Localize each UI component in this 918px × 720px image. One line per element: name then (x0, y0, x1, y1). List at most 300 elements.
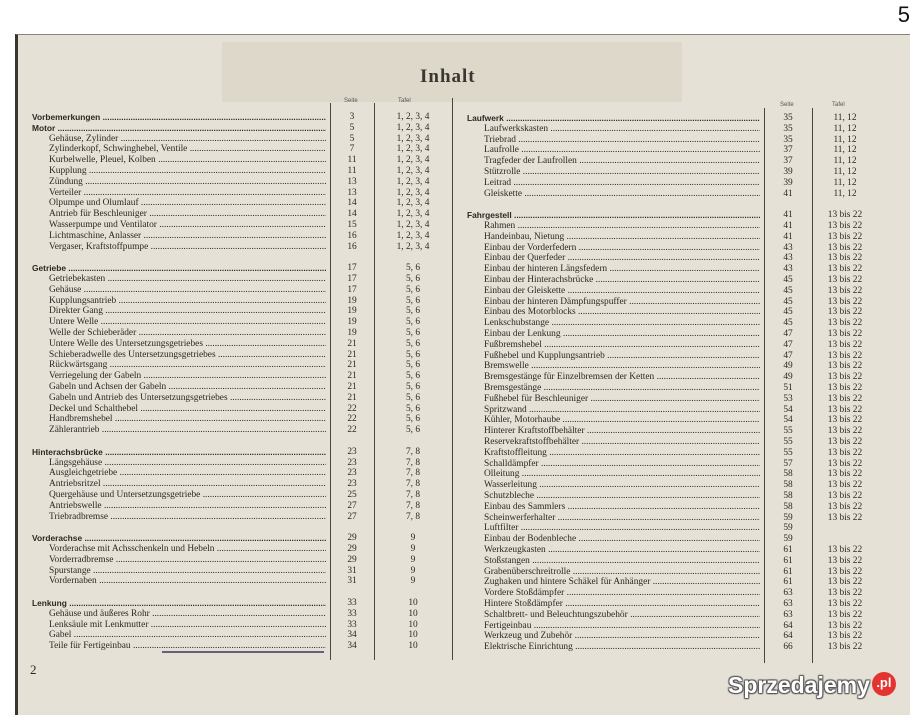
entry-page: 3 (349, 112, 355, 122)
entry-plate: 9 (410, 554, 416, 565)
entry-page: 29 (347, 544, 357, 554)
entry-label: Welle der Schieberäder ..... (49, 328, 326, 338)
entry-page: 47 (783, 339, 793, 350)
entry-label: Zylinderkopf, Schwinghebel, Ventile ..... (49, 144, 326, 154)
entry-page: 37 (783, 156, 793, 167)
entry-plate: 11, 12 (833, 177, 857, 188)
entry-label: Leitrad ..... (484, 178, 760, 188)
entry-page: 58 (783, 501, 793, 512)
entry-plate: 13 bis 22 (827, 242, 863, 253)
contents-row (0, 599, 900, 609)
entry-plate: 5, 6 (405, 349, 421, 360)
entry-plate: 5, 6 (405, 295, 421, 306)
entry-plate: 13 bis 22 (827, 642, 863, 653)
entry-label: Zündung ..... (49, 177, 326, 187)
entry-page: 58 (783, 491, 793, 501)
entry-plate: 13 bis 22 (827, 350, 863, 361)
entry-label: Elektrische Einrichtung ..... (484, 642, 760, 652)
entry-label: Fußhebel und Kupplungsantrieb ..... (484, 351, 760, 361)
watermark-text: Sprzedajemy (728, 672, 870, 698)
entry-page: 27 (347, 500, 357, 511)
entry-label: Bremsgestänge ..... (484, 383, 760, 393)
entry-label: Verteiler ..... (49, 188, 326, 198)
entry-label: Werkzeugkasten ..... (484, 545, 760, 555)
entry-plate: 11, 12 (833, 123, 857, 134)
entry-label: Kupplungsantrieb ..... (49, 296, 326, 306)
contents-row (0, 113, 900, 123)
entry-plate: 13 bis 22 (827, 469, 863, 480)
contents-row (0, 588, 900, 598)
entry-plate: 11, 12 (833, 134, 857, 145)
contents-row (0, 448, 900, 458)
entry-plate: 5, 6 (405, 306, 421, 317)
entry-page: 41 (783, 210, 793, 221)
corner-page-number: 5 (897, 2, 910, 27)
contents-row (0, 221, 900, 231)
contents-row (0, 351, 900, 361)
entry-label: Fußbremshebel ..... (484, 340, 760, 350)
entry-label: Schutzbleche ..... (484, 491, 760, 501)
entry-page: 15 (347, 220, 357, 230)
entry-label: Gabeln und Achsen der Gabeln ..... (49, 382, 326, 392)
left-plate-header: Tafel (398, 98, 411, 104)
entry-page: 41 (783, 231, 793, 242)
entry-plate: 7, 8 (405, 468, 421, 479)
entry-plate: 5, 6 (405, 414, 421, 425)
contents-row (0, 567, 900, 577)
entry-plate: 13 bis 22 (827, 458, 863, 469)
entry-label: Schieberadwelle des Untersetzungsgetriebes ..... (49, 350, 326, 360)
entry-plate: 5, 6 (405, 403, 421, 414)
entry-page: 43 (783, 242, 793, 253)
entry-plate: 13 bis 22 (827, 426, 863, 437)
entry-page: 63 (783, 599, 793, 609)
entry-label: Scheinwerferhalter ..... (484, 513, 760, 523)
entry-plate: 13 bis 22 (827, 329, 863, 339)
contents-row (0, 383, 900, 393)
pen-underline-mark (162, 651, 324, 653)
entry-plate: 13 bis 22 (827, 512, 863, 523)
entry-plate: 13 bis 22 (827, 372, 863, 383)
contents-row (0, 513, 900, 523)
entry-page: 59 (783, 523, 793, 534)
entry-label: Wasserleitung ..... (484, 480, 760, 490)
entry-plate: 13 bis 22 (827, 599, 863, 609)
section-heading: Vorbemerkungen ..... (32, 112, 326, 122)
entry-page: 34 (347, 641, 357, 652)
contents-row (0, 556, 900, 566)
entry-plate: 11, 12 (833, 188, 857, 199)
entry-label: Untere Welle des Untersetzungsgetriebes ..... (49, 339, 326, 349)
entry-label: Lenkschubstange ..... (484, 318, 760, 328)
entry-label: Einbau der hinteren Längsfedern ..... (484, 264, 760, 274)
entry-label: Ausgleichgetriebe ..... (49, 468, 326, 478)
entry-label: Vergaser, Kraftstoffpumpe ..... (49, 242, 326, 252)
entry-page: 64 (783, 620, 793, 631)
entry-label: Triebradbremse ..... (49, 512, 326, 522)
entry-label: Bremswelle ..... (484, 361, 760, 371)
contents-row (0, 318, 900, 328)
entry-plate: 5, 6 (405, 371, 421, 382)
entry-page: 55 (783, 447, 793, 458)
entry-page: 31 (347, 576, 357, 587)
entry-plate: 1, 2, 3, 4 (396, 187, 430, 198)
entry-label: Untere Welle ..... (49, 317, 326, 327)
entry-page: 31 (347, 565, 357, 576)
contents-row (0, 405, 900, 415)
entry-page: 54 (783, 404, 793, 415)
entry-label: Längsgehäuse ..... (49, 458, 326, 468)
entry-label: Gehäuse ..... (49, 285, 326, 295)
contents-row (0, 577, 900, 587)
entry-plate: 13 bis 22 (827, 339, 863, 350)
entry-page: 11 (347, 155, 357, 166)
entry-page: 25 (347, 490, 357, 500)
entry-page: 35 (783, 123, 793, 134)
entry-page: 22 (347, 425, 357, 436)
entry-page: 21 (347, 360, 357, 371)
section-heading: Lenkung ..... (32, 598, 326, 608)
entry-page: 61 (783, 566, 793, 577)
entry-plate: 1, 2, 3, 4 (396, 133, 430, 144)
entry-label: Vordernaben ..... (49, 576, 326, 586)
entry-page: 22 (347, 403, 357, 414)
entry-label: Einbau der Querfeder ..... (484, 253, 760, 263)
entry-page: 34 (347, 630, 357, 641)
entry-page: 35 (783, 113, 793, 123)
entry-label: Kupplung ..... (49, 166, 326, 176)
entry-page: 13 (347, 176, 357, 187)
entry-page: 39 (783, 167, 793, 177)
entry-label: Zughaken und hintere Schäkel für Anhänger ..... (484, 577, 760, 587)
entry-plate: 9 (410, 533, 416, 544)
right-page-header: Seite (780, 102, 794, 108)
entry-plate: 1, 2, 3, 4 (396, 209, 430, 220)
entry-plate: 1, 2, 3, 4 (396, 241, 430, 252)
entry-page: 55 (783, 437, 793, 447)
entry-plate: 13 bis 22 (827, 221, 863, 231)
contents-row (0, 135, 900, 145)
entry-plate: 11, 12 (833, 156, 857, 167)
section-heading: Hinterachsbrücke ..... (32, 447, 326, 457)
contents-row (0, 361, 900, 371)
entry-plate: 10 (408, 619, 418, 630)
contents-row (0, 631, 900, 641)
entry-page: 16 (347, 230, 357, 241)
entry-label: Gabel ..... (49, 630, 326, 640)
contents-row (0, 621, 900, 631)
entry-plate: 10 (408, 641, 418, 652)
entry-page: 23 (347, 468, 357, 479)
entry-page: 54 (783, 415, 793, 426)
entry-plate: 13 bis 22 (827, 555, 863, 566)
entry-page: 5 (349, 133, 355, 144)
entry-label: Vorderachse mit Achsschenkeln und Hebeln ..... (49, 544, 326, 554)
entry-plate: 9 (410, 576, 416, 587)
contents-row (0, 156, 900, 166)
entry-plate: 5, 6 (405, 284, 421, 295)
entry-page: 58 (783, 480, 793, 491)
contents-row (0, 415, 900, 425)
entry-plate: 5, 6 (405, 317, 421, 328)
entry-plate: 13 bis 22 (827, 296, 863, 307)
contents-row (0, 459, 900, 469)
entry-label: Antriebsritzel ..... (49, 479, 326, 489)
entry-plate: 13 bis 22 (827, 631, 863, 642)
entry-label: Kühler, Motorhaube ..... (484, 415, 760, 425)
entry-label: Einbau der hinteren Dämpfungspuffer ..... (484, 297, 760, 307)
entry-plate: 13 bis 22 (827, 393, 863, 404)
entry-page: 35 (783, 134, 793, 145)
contents-row (0, 469, 900, 479)
entry-label: Gabeln und Antrieb des Untersetzungsgetriebes ..... (49, 393, 326, 403)
entry-plate: 13 bis 22 (827, 480, 863, 491)
entry-page: 64 (783, 631, 793, 642)
entry-label: Einbau der Lenkung ..... (484, 329, 760, 339)
entry-plate: 13 bis 22 (827, 285, 863, 296)
entry-page: 17 (347, 274, 357, 284)
entry-page: 61 (783, 555, 793, 566)
entry-plate: 13 bis 22 (827, 318, 863, 329)
entry-page: 45 (783, 296, 793, 307)
entry-plate: 13 bis 22 (827, 620, 863, 631)
contents-row (0, 307, 900, 317)
section-heading: Vorderachse ..... (32, 533, 326, 543)
entry-label: Laufwerkskasten ..... (484, 124, 760, 134)
entry-label: Rückwärtsgang ..... (49, 360, 326, 370)
entry-page: 33 (347, 598, 357, 608)
entry-plate: 11, 12 (833, 145, 857, 156)
entry-page: 55 (783, 426, 793, 437)
entry-label: Kraftstoffleitung ..... (484, 448, 760, 458)
entry-plate: 13 bis 22 (827, 545, 863, 555)
entry-page: 14 (347, 209, 357, 220)
entry-page: 59 (783, 534, 793, 545)
left-page-header: Seite (344, 98, 358, 104)
entry-label: Ölpumpe und Ölumlauf ..... (49, 198, 326, 208)
entry-page: 21 (347, 371, 357, 382)
entry-plate: 5, 6 (405, 263, 421, 274)
contents-row (0, 437, 900, 447)
section-heading: Motor ..... (32, 123, 326, 133)
contents-row (0, 426, 900, 436)
contents-row (0, 394, 900, 404)
entry-page: 23 (347, 446, 357, 457)
entry-label: Hintere Stoßdämpfer ..... (484, 599, 760, 609)
entry-label: Antrieb für Beschleuniger ..... (49, 209, 326, 219)
entry-plate: 7, 8 (405, 479, 421, 490)
entry-page: 47 (783, 329, 793, 339)
contents-row (0, 340, 900, 350)
entry-page: 16 (347, 241, 357, 252)
entry-label: Reservekraftstoffbehälter ..... (484, 437, 760, 447)
entry-page: 21 (347, 338, 357, 349)
entry-plate: 13 bis 22 (827, 264, 863, 275)
entry-plate: 13 bis 22 (827, 491, 863, 501)
contents-row (0, 232, 900, 242)
section-heading: Getriebe ..... (32, 263, 326, 273)
entry-label: Fertigeinbau ..... (484, 621, 760, 631)
entry-page: 63 (783, 588, 793, 599)
entry-plate: 5, 6 (405, 338, 421, 349)
entry-label: Gehäuse, Zylinder ..... (49, 134, 326, 144)
entry-plate: 7, 8 (405, 500, 421, 511)
entry-plate: 13 bis 22 (827, 501, 863, 512)
contents-row (0, 189, 900, 199)
watermark-suffix-badge: .pl (872, 672, 896, 696)
entry-page: 21 (347, 392, 357, 403)
entry-label: Vorderradbremse ..... (49, 555, 326, 565)
entry-page: 43 (783, 264, 793, 275)
entry-label: Deckel und Schalthebel ..... (49, 404, 326, 414)
entry-page: 66 (783, 642, 793, 653)
entry-label: Werkzeug und Zubehör ..... (484, 631, 760, 641)
entry-plate: 13 bis 22 (827, 275, 863, 285)
section-heading: Fahrgestell ..... (467, 210, 760, 220)
entry-plate: 13 bis 22 (827, 609, 863, 620)
entry-plate: 13 bis 22 (827, 404, 863, 415)
entry-page: 23 (347, 457, 357, 468)
entry-plate: 7, 8 (405, 446, 421, 457)
entry-label: Quergehäuse und Untersetzungsgetriebe ..... (49, 490, 326, 500)
right-plate-header: Tafel (832, 102, 845, 108)
contents-row (0, 491, 900, 501)
entry-page: 37 (783, 145, 793, 156)
entry-page: 61 (783, 577, 793, 588)
entry-label: Luftfilter ..... (484, 523, 760, 533)
entry-plate: 7, 8 (405, 457, 421, 468)
entry-plate: 11, 12 (833, 167, 857, 177)
entry-label: Direkter Gang ..... (49, 306, 326, 316)
page-title: Inhalt (420, 66, 476, 87)
entry-page: 21 (347, 382, 357, 392)
entry-page: 41 (783, 188, 793, 199)
entry-plate: 1, 2, 3, 4 (396, 112, 430, 122)
entry-plate: 5, 6 (405, 328, 421, 338)
contents-row (0, 534, 900, 544)
entry-label: Einbau der Bodenbleche ..... (484, 534, 760, 544)
entry-plate: 10 (408, 630, 418, 641)
entry-page: 19 (347, 306, 357, 317)
entry-label: Zählerantrieb ..... (49, 425, 326, 435)
entry-label: Einbau des Motorblocks ..... (484, 307, 760, 317)
entry-page: 59 (783, 512, 793, 523)
entry-page: 45 (783, 307, 793, 318)
contents-row (0, 243, 900, 253)
entry-plate: 1, 2, 3, 4 (396, 176, 430, 187)
entry-page: 45 (783, 318, 793, 329)
entry-page: 61 (783, 545, 793, 555)
contents-row (0, 199, 900, 209)
entry-label: Vordere Stoßdämpfer ..... (484, 588, 760, 598)
entry-plate: 5, 6 (405, 360, 421, 371)
entry-plate: 1, 2, 3, 4 (396, 122, 430, 133)
entry-page: 5 (349, 122, 355, 133)
entry-label: Hinterer Kraftstoffbehälter ..... (484, 426, 760, 436)
contents-row (0, 610, 900, 620)
entry-plate: 5, 6 (405, 425, 421, 436)
entry-label: Handbremshebel ..... (49, 414, 326, 424)
entry-label: Fußhebel für Beschleuniger ..... (484, 394, 760, 404)
entry-page: 7 (349, 144, 355, 155)
page-number: 2 (30, 662, 37, 677)
entry-plate: 10 (408, 608, 418, 619)
contents-row (0, 372, 900, 382)
contents-row (0, 297, 900, 307)
entry-plate: 11, 12 (833, 113, 857, 123)
entry-label: Handeinbau, Nietung ..... (484, 232, 760, 242)
entry-plate: 1, 2, 3, 4 (396, 230, 430, 241)
contents-row (0, 545, 900, 555)
entry-page: 63 (783, 609, 793, 620)
contents-row (0, 523, 900, 533)
entry-page: 21 (347, 349, 357, 360)
entry-page: 23 (347, 479, 357, 490)
entry-plate: 13 bis 22 (827, 415, 863, 426)
entry-page: 57 (783, 458, 793, 469)
entry-page: 17 (347, 263, 357, 274)
entry-plate: 9 (410, 544, 416, 554)
entry-page: 45 (783, 275, 793, 285)
entry-page: 43 (783, 253, 793, 264)
entry-plate: 1, 2, 3, 4 (396, 155, 430, 166)
entry-plate: 13 bis 22 (827, 210, 863, 221)
entry-label: Schaltbrett- und Beleuchtungszubehör ..... (484, 610, 760, 620)
entry-page: 33 (347, 619, 357, 630)
entry-label: Schalldämpfer ..... (484, 459, 760, 469)
contents-row (0, 275, 900, 285)
entry-page: 51 (783, 383, 793, 393)
entry-label: Lichtmaschine, Anlasser ..... (49, 231, 326, 241)
entry-page: 19 (347, 295, 357, 306)
entry-label: Spurstange ..... (49, 566, 326, 576)
entry-plate: 7, 8 (405, 490, 421, 500)
entry-label: Triebrad ..... (484, 135, 760, 145)
contents-row (0, 329, 900, 339)
entry-label: Einbau der Gleiskette ..... (484, 286, 760, 296)
entry-label: Einbau des Sammlers ..... (484, 502, 760, 512)
entry-label: Gleiskette ..... (484, 189, 760, 199)
entry-plate: 9 (410, 565, 416, 576)
entry-page: 49 (783, 372, 793, 383)
entry-plate: 5, 6 (405, 382, 421, 392)
entry-label: Getriebekasten ..... (49, 274, 326, 284)
entry-plate: 13 bis 22 (827, 577, 863, 588)
section-heading: Laufwerk ..... (467, 113, 760, 123)
entry-page: 47 (783, 350, 793, 361)
entry-plate: 13 bis 22 (827, 253, 863, 264)
entry-label: Einbau der Vorderfedern ..... (484, 243, 760, 253)
entry-page: 22 (347, 414, 357, 425)
entry-plate: 1, 2, 3, 4 (396, 198, 430, 209)
contents-row (0, 480, 900, 490)
entry-page: 45 (783, 285, 793, 296)
contents-row (0, 178, 900, 188)
entry-label: Kurbelwelle, Pleuel, Kolben ..... (49, 155, 326, 165)
contents-row (0, 253, 900, 263)
entry-label: Tragfeder der Laufrollen ..... (484, 156, 760, 166)
entry-label: Antriebswelle ..... (49, 501, 326, 511)
entry-label: Spritzwand ..... (484, 405, 760, 415)
entry-label: Stoßstangen ..... (484, 556, 760, 566)
entry-plate: 5, 6 (405, 392, 421, 403)
entry-page: 41 (783, 221, 793, 231)
entry-plate: 10 (408, 598, 418, 608)
entry-plate: 13 bis 22 (827, 566, 863, 577)
entry-plate: 13 bis 22 (827, 447, 863, 458)
entry-label: Teile für Fertigeinbau ..... (49, 641, 326, 651)
entry-page: 58 (783, 469, 793, 480)
